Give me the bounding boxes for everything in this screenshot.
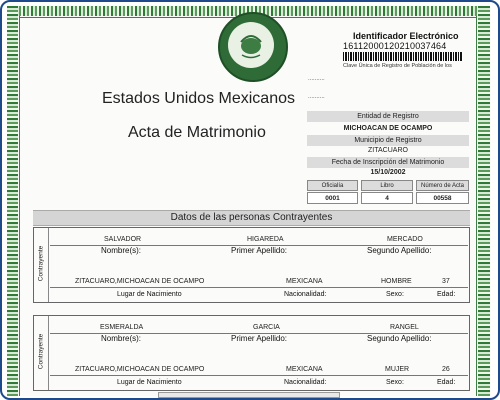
dotted-field-2: .......... — [308, 94, 325, 100]
birthplace-value: ZITACUARO,MICHOACAN DE OCAMPO — [75, 366, 205, 373]
registry-date-label: Fecha de Inscripción del Matrimonio — [307, 157, 469, 168]
age-label: Edad: — [437, 379, 456, 386]
electronic-id-number: 16112000120210037464 — [343, 41, 447, 51]
contrayente-side-label: Contrayente — [34, 228, 49, 302]
nationality-value: MEXICANA — [286, 278, 323, 285]
first-name-value: ESMERALDA — [100, 324, 144, 331]
electronic-id-title: Identificador Electrónico — [353, 31, 459, 41]
names-label: Nombre(s): — [101, 246, 142, 255]
sex-value: MUJER — [385, 366, 410, 373]
birthplace-label: Lugar de Nacimiento — [117, 379, 182, 386]
birthplace-label: Lugar de Nacimiento — [117, 291, 182, 298]
birthplace-value: ZITACUARO,MICHOACAN DE OCAMPO — [75, 278, 205, 285]
registry-entity-label: Entidad de Registro — [307, 111, 469, 122]
names-label: Nombre(s): — [101, 334, 142, 343]
inner-rule-left — [19, 16, 20, 396]
first-surname-value: GARCIA — [253, 324, 280, 331]
bottom-field-strip — [158, 392, 340, 398]
nationality-value: MEXICANA — [286, 366, 323, 373]
contrayente-block-2 — [33, 315, 470, 391]
registry-entity-value: MICHOACAN DE OCAMPO — [343, 125, 433, 132]
registry-date-value: 15/10/2002 — [370, 169, 406, 176]
second-surname-value: RANGEL — [390, 324, 419, 331]
decorative-border-right — [478, 6, 490, 396]
age-value: 37 — [442, 278, 450, 285]
age-label: Edad: — [437, 291, 456, 298]
sex-label: Sexo: — [386, 379, 404, 386]
document-title: Acta de Matrimonio — [128, 124, 266, 141]
first-surname-label: Primer Apellido: — [231, 334, 288, 343]
table-header-numero-acta: Número de Acta — [416, 180, 469, 191]
nationality-label: Nacionalidad: — [284, 291, 327, 298]
country-title: Estados Unidos Mexicanos — [102, 90, 295, 107]
seal-eagle-icon — [228, 22, 274, 68]
table-value-libro: 4 — [361, 192, 413, 204]
table-header-libro: Libro — [361, 180, 413, 191]
electronic-id-caption: Clave Única de Registro de Población de los — [343, 63, 452, 69]
second-surname-label: Segundo Apellido: — [367, 246, 432, 255]
barcode — [343, 52, 463, 61]
sex-value: HOMBRE — [381, 278, 412, 285]
table-header-oficialia: Oficialía — [307, 180, 358, 191]
details-underline — [50, 375, 468, 376]
sex-label: Sexo: — [386, 291, 404, 298]
registry-municipality-value: ZITACUARO — [368, 147, 408, 154]
contrayente-block-1 — [33, 227, 470, 303]
decorative-border-left — [7, 6, 18, 396]
second-surname-label: Segundo Apellido: — [367, 334, 432, 343]
table-value-oficialia: 0001 — [307, 192, 358, 204]
second-surname-value: MERCADO — [387, 236, 423, 243]
details-underline — [50, 287, 468, 288]
table-value-numero-acta: 00558 — [416, 192, 469, 204]
first-surname-value: HIGAREDA — [247, 236, 284, 243]
first-name-value: SALVADOR — [104, 236, 142, 243]
dotted-field-1: .......... — [308, 76, 325, 82]
age-value: 26 — [442, 366, 450, 373]
section-title: Datos de las personas Contrayentes — [33, 210, 470, 226]
nationality-label: Nacionalidad: — [284, 379, 327, 386]
contrayente-side-label: Contrayente — [34, 316, 49, 390]
registry-municipality-label: Municipio de Registro — [307, 135, 469, 146]
first-surname-label: Primer Apellido: — [231, 246, 288, 255]
inner-rule-right — [476, 16, 477, 396]
